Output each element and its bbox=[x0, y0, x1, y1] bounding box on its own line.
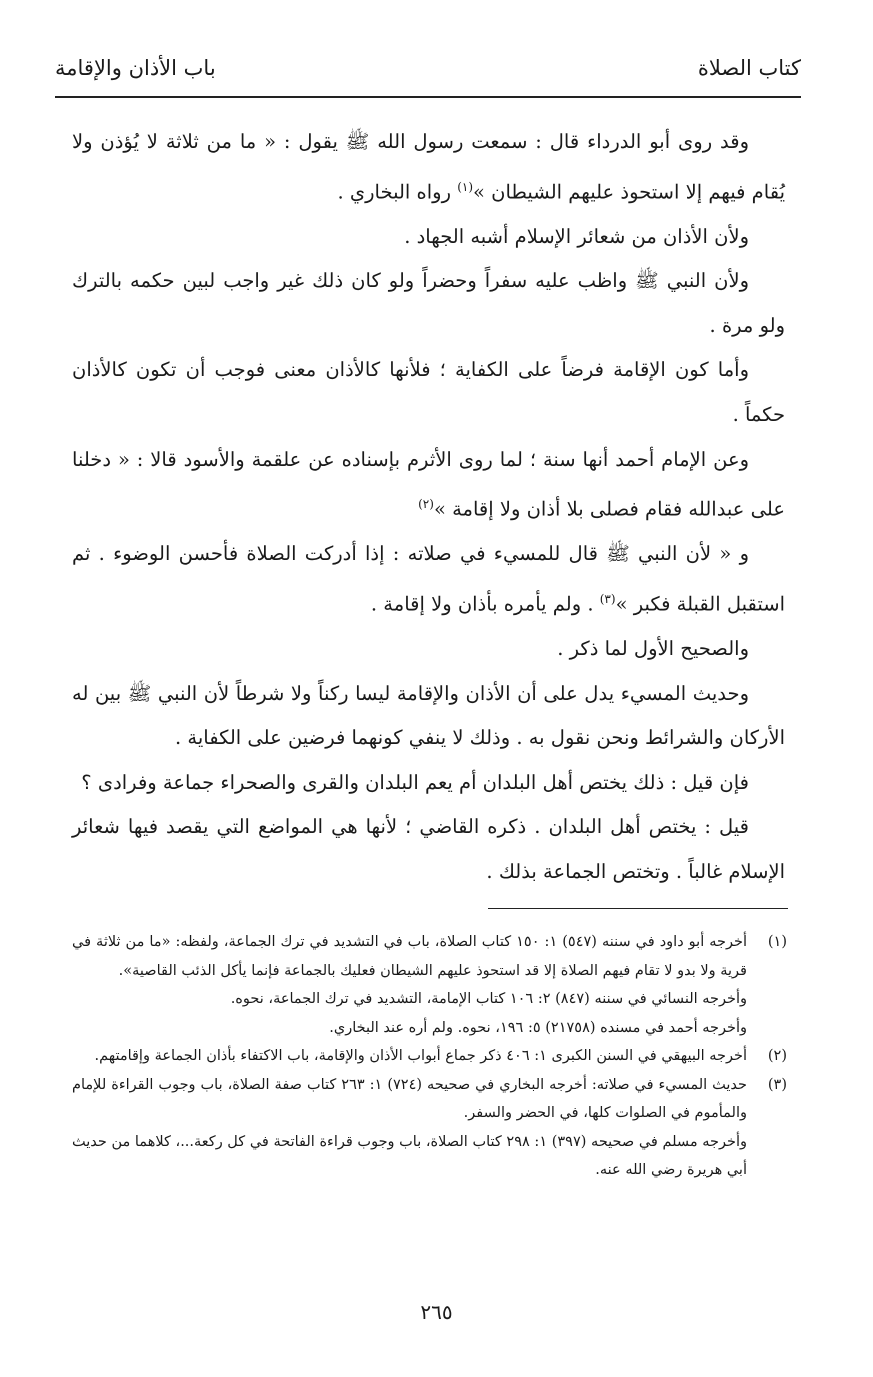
paragraph: وعن الإمام أحمد أنها سنة ؛ لما روى الأثرم بإسناده عن علقمة والأسود قالا : « دخلنا على عبدالله فقام فصلى بلا أذان ولا إقامة »$^{(٢)}$ bbox=[72, 447, 785, 521]
footnote-line: وأخرجه أحمد في مسنده (٢١٧٥٨) ٥: ١٩٦، نحوه. ولم أره عند البخاري. bbox=[329, 1019, 747, 1036]
paragraph: وأما كون الإقامة فرضاً على الكفاية ؛ فلأنها كالأذان معنى فوجب أن تكون كالأذان حكماً . bbox=[72, 358, 785, 427]
paragraph: وحديث المسيء يدل على أن الأذان والإقامة ليسا ركناً ولا شرطاً لأن النبي ﷺ بين له الأركان والشرائط ونحن نقول به . وذلك لا ينفي كونهما فرضين على الكفاية . bbox=[72, 681, 785, 750]
paragraph: فإن قيل : ذلك يختص أهل البلدان أم يعم البلدان والقرى والصحراء جماعة وفرادى ؟ bbox=[81, 770, 749, 794]
paragraph: ولأن الأذان من شعائر الإسلام أشبه الجهاد . bbox=[404, 224, 749, 248]
footnote-divider bbox=[488, 908, 788, 909]
footnote-line: أخرجه أبو داود في سننه (٥٤٧) ١: ١٥٠ كتاب الصلاة، باب في التشديد في ترك الجماعة، ولفظه: «ما من ثلاثة في قرية ولا بدو لا تقام فيهم الصلاة إلا قد استحوذ عليهم الشيطان فعليك بالجماعة فإنما يأكل الذئب القاصية». bbox=[72, 934, 747, 979]
book-title: كتاب الصلاة bbox=[697, 56, 801, 80]
footnotes bbox=[72, 928, 787, 1185]
footnote-line: وأخرجه النسائي في سننه (٨٤٧) ٢: ١٠٦ كتاب الإمامة، التشديد في ترك الجماعة، نحوه. bbox=[230, 991, 747, 1007]
footnote-ref[interactable]: (١) bbox=[457, 179, 474, 194]
footnote-number: (١) bbox=[767, 934, 787, 950]
paragraph: ولأن النبي ﷺ واظب عليه سفراً وحضراً ولو كان ذلك غير واجب لبين حكمه بالترك ولو مرة . bbox=[72, 269, 785, 337]
footnote-1 bbox=[72, 928, 787, 1042]
footnote-ref[interactable]: (٣) bbox=[599, 591, 616, 606]
main-text bbox=[72, 120, 785, 895]
paragraph: وقد روى أبو الدرداء قال : سمعت رسول الله ﷺ يقول : « ما من ثلاثة لا يُؤذن ولا يُقام فيهم إلا استحوذ عليهم الشيطان »$^{(١)}$ رواه البخاري . bbox=[72, 130, 785, 204]
footnote-2 bbox=[72, 1042, 787, 1071]
running-header bbox=[55, 52, 801, 88]
footnote-line: وأخرجه مسلم في صحيحه (٣٩٧) ١: ٢٩٨ كتاب الصلاة، باب وجوب قراءة الفاتحة في كل ركعة...، كلاهما من حديث أبي هريرة رضي الله عنه. bbox=[72, 1133, 747, 1178]
page-number: ٢٦٥ bbox=[420, 1300, 453, 1324]
paragraph: قيل : يختص أهل البلدان . ذكره القاضي ؛ لأنها هي المواضع التي يقصد فيها شعائر الإسلام غالباً . وتختص الجماعة بذلك . bbox=[72, 815, 785, 883]
footnote-number: (٢) bbox=[767, 1048, 787, 1064]
footnote-line: أخرجه البيهقي في السنن الكبرى ١: ٤٠٦ ذكر جماع أبواب الأذان والإقامة، باب الاكتفاء بأذان الجماعة وإقامتهم. bbox=[94, 1048, 747, 1064]
footnote-3 bbox=[72, 1071, 787, 1185]
footnote-ref[interactable]: (٢) bbox=[418, 497, 434, 512]
footnote-line: حديث المسيء في صلاته: أخرجه البخاري في صحيحه (٧٢٤) ١: ٢٦٣ كتاب صفة الصلاة، باب وجوب القراءة للإمام والمأموم في الصلوات كلها، في الحضر والسفر. bbox=[72, 1076, 747, 1121]
paragraph: و « لأن النبي ﷺ قال للمسيء في صلاته : إذا أدركت الصلاة فأحسن الوضوء . ثم استقبل القبلة فكبر »$^{(٣)}$ . ولم يأمره بأذان ولا إقامة . bbox=[72, 542, 785, 616]
chapter-title: باب الأذان والإقامة bbox=[55, 56, 216, 80]
paragraph: والصحيح الأول لما ذكر . bbox=[557, 637, 749, 661]
header-divider bbox=[55, 96, 801, 98]
footnote-number: (٣) bbox=[767, 1076, 787, 1093]
